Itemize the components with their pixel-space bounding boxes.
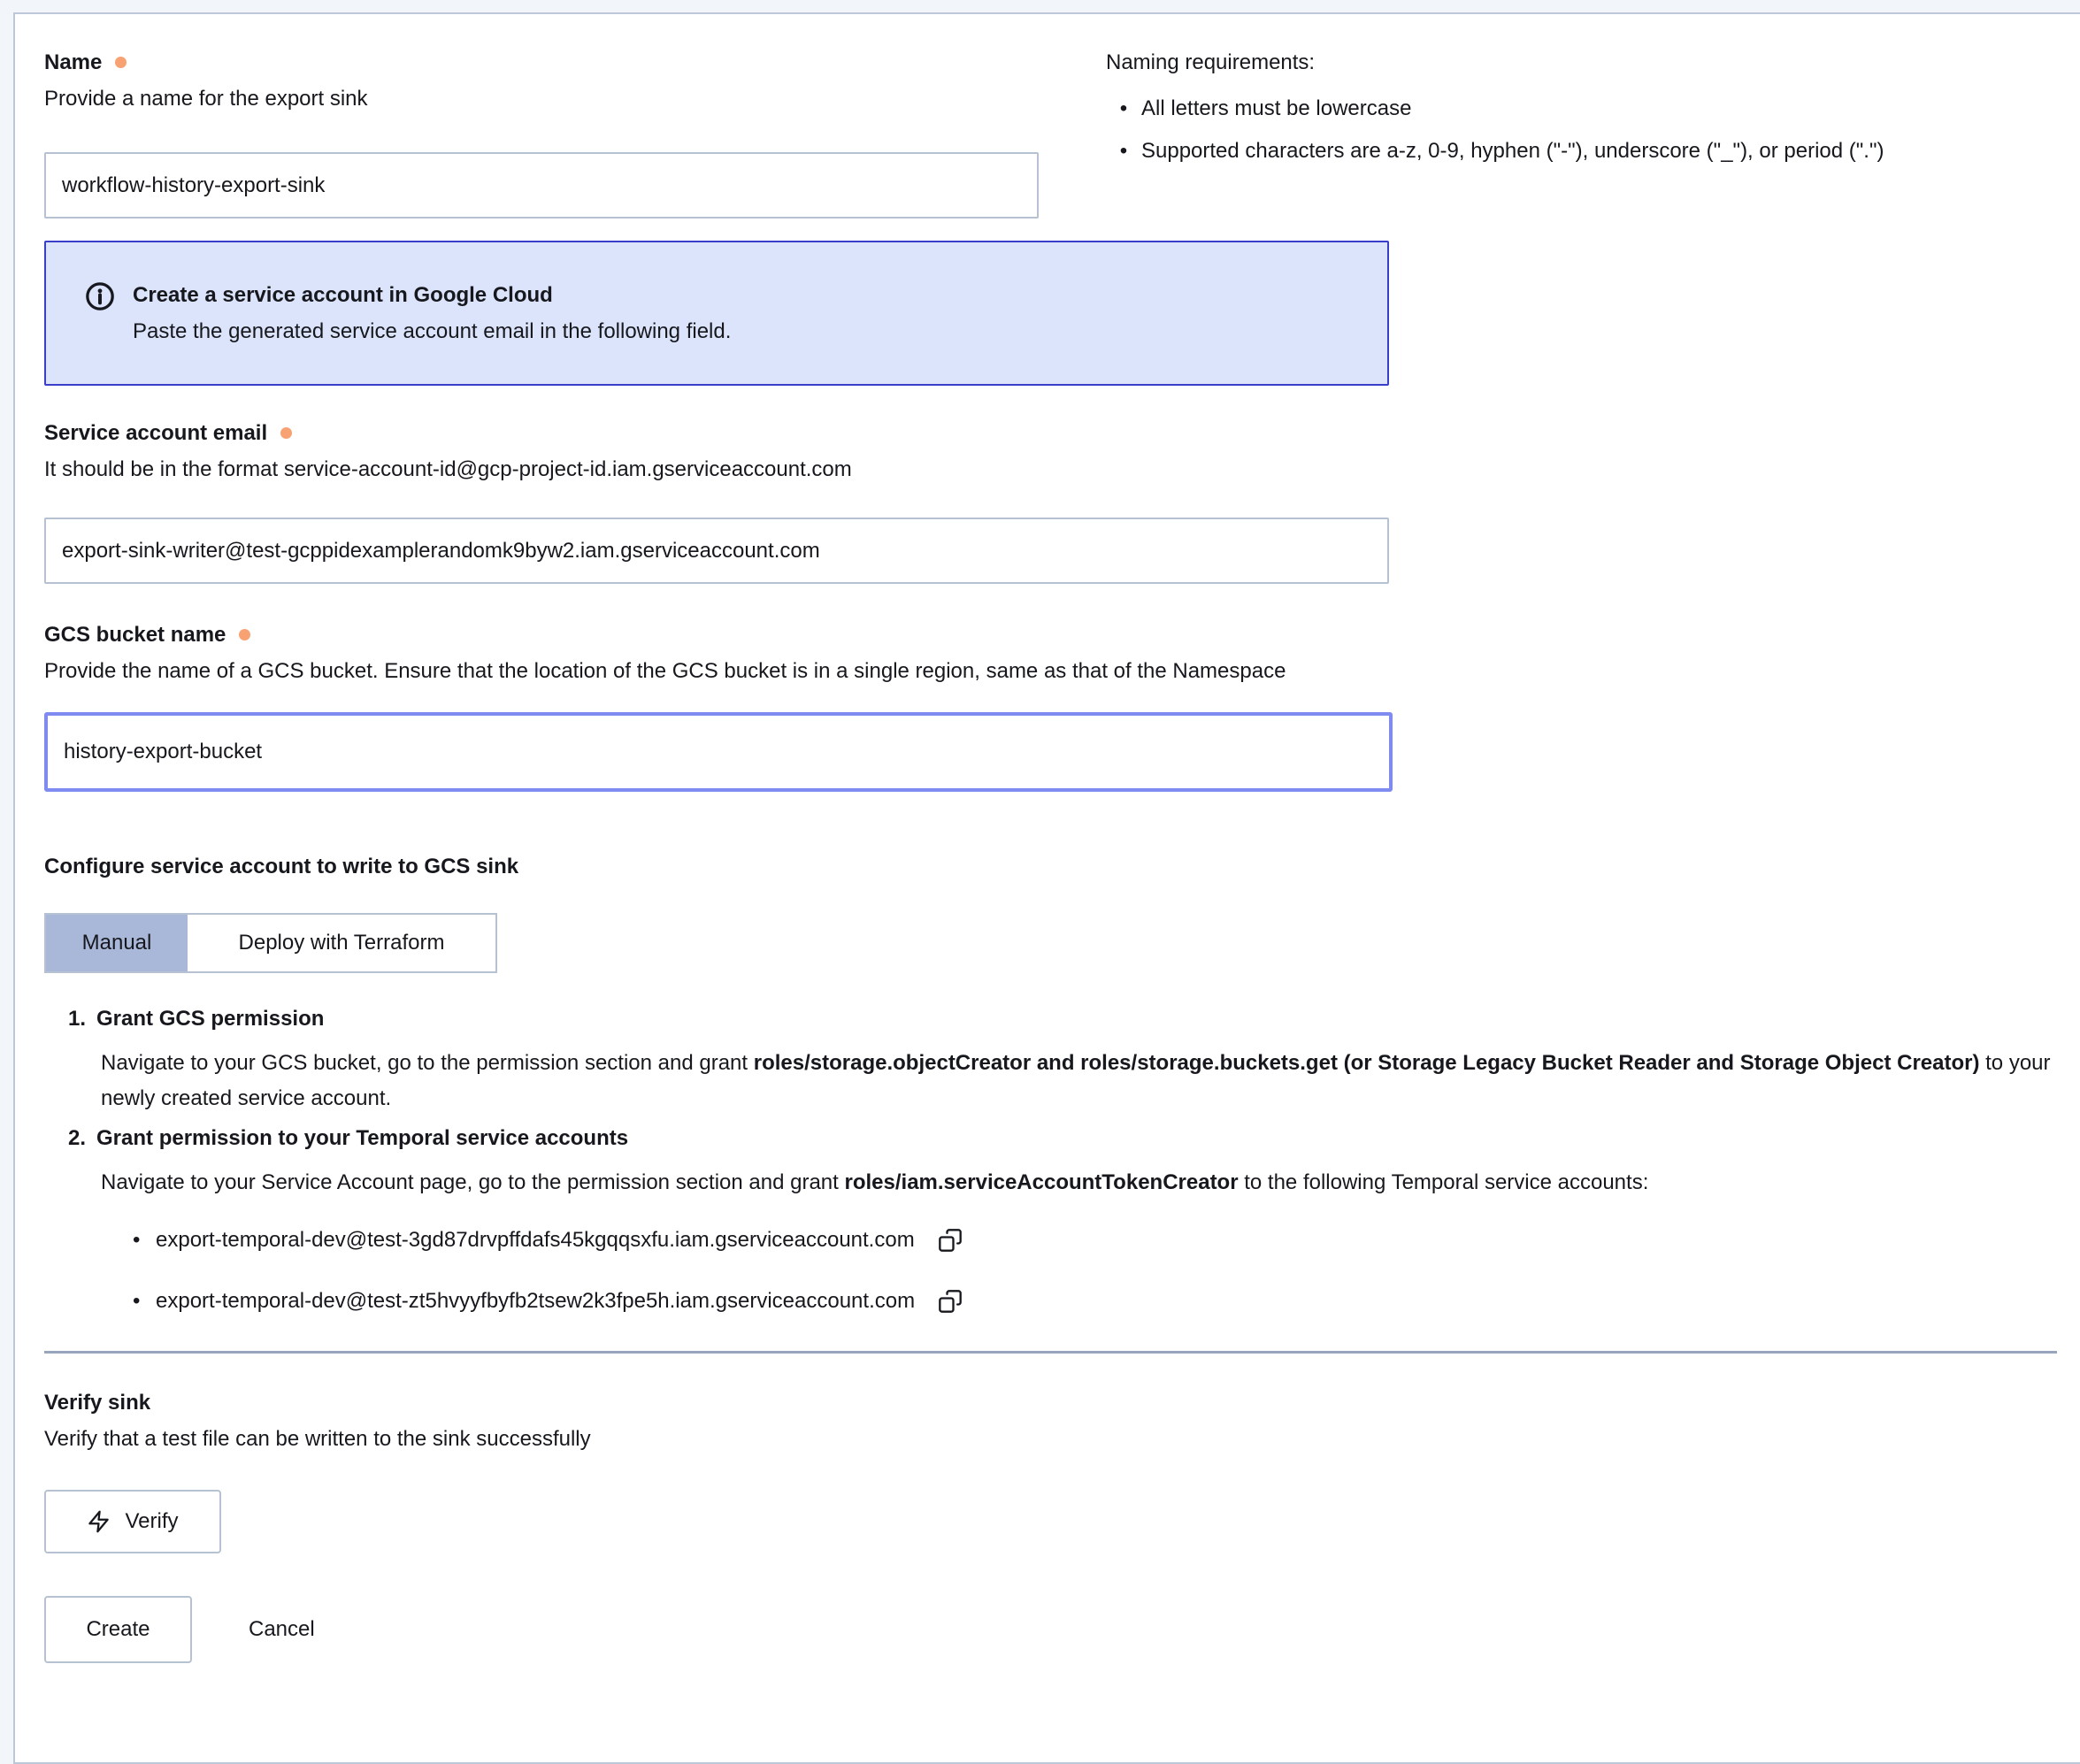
- configure-section-heading: Configure service account to write to GCS sink: [44, 855, 519, 878]
- list-item: [133, 1284, 2080, 1319]
- service-account-field-group: [44, 418, 2080, 584]
- tab-terraform-label: Deploy with Terraform: [238, 931, 445, 955]
- step-1-title: Grant GCS permission: [96, 1007, 325, 1031]
- service-account-description: It should be in the format service-account-id@gcp-project-id.iam.gserviceaccount.com: [44, 457, 852, 481]
- bucket-label: GCS bucket name: [44, 623, 226, 647]
- list-item: [133, 1223, 2080, 1258]
- tab-manual[interactable]: [46, 915, 188, 971]
- service-account-label-row: [44, 418, 2080, 449]
- naming-requirement-text: Supported characters are a-z, 0-9, hyphen ("-"), underscore ("_"), or period ("."): [1141, 139, 1884, 163]
- name-label: Name: [44, 50, 103, 74]
- step-2-instructions: [101, 1165, 2061, 1200]
- list-item: [1106, 88, 1884, 130]
- naming-requirements-list: [1106, 88, 1884, 173]
- verify-button[interactable]: [44, 1490, 221, 1553]
- step-2-number: 2.: [68, 1126, 87, 1150]
- copy-button[interactable]: [938, 1288, 963, 1315]
- verify-sink-description: Verify that a test file can be written to the sink successfully: [44, 1427, 591, 1451]
- tab-deploy-with-terraform[interactable]: [188, 915, 495, 971]
- section-divider: [44, 1351, 2057, 1354]
- configure-tabs: [44, 913, 497, 973]
- name-input[interactable]: [44, 152, 1039, 219]
- service-account-label: Service account email: [44, 421, 268, 445]
- bullet-icon: •: [133, 1289, 141, 1313]
- info-banner-title: Create a service account in Google Cloud: [133, 283, 553, 307]
- service-account-email-input[interactable]: [44, 518, 1389, 584]
- step-1-title-row: [68, 1003, 2080, 1035]
- copy-icon: [938, 1288, 963, 1315]
- verify-button-label: Verify: [125, 1509, 179, 1533]
- bucket-description: Provide the name of a GCS bucket. Ensure that the location of the GCS bucket is in a single region, same as that of the Namespace: [44, 659, 1286, 683]
- step-1-roles: roles/storage.objectCreator and roles/storage.buckets.get (or Storage Legacy Bucket Reader and Storage Object Creator): [753, 1051, 1980, 1075]
- naming-requirements: [1106, 47, 1884, 219]
- step-2-text: Navigate to your Service Account page, go to the permission section and grant: [101, 1170, 845, 1194]
- tab-manual-label: Manual: [81, 931, 152, 955]
- naming-requirements-title: Naming requirements:: [1106, 50, 1316, 74]
- copy-icon: [938, 1227, 963, 1254]
- bucket-field-group: [44, 619, 2080, 792]
- temporal-service-account-email: export-temporal-dev@test-3gd87drvpffdafs45kgqqsxfu.iam.gserviceaccount.com: [156, 1228, 915, 1252]
- bullet-icon: •: [1119, 96, 1128, 120]
- name-description: Provide a name for the export sink: [44, 87, 368, 111]
- info-circle-icon: [85, 281, 115, 311]
- required-dot-icon: [280, 427, 292, 439]
- bucket-label-row: [44, 619, 2080, 651]
- step-2-title: Grant permission to your Temporal service accounts: [96, 1126, 629, 1150]
- create-button-label: Create: [86, 1617, 150, 1641]
- step-2-text-end: to the following Temporal service accounts:: [1238, 1170, 1649, 1194]
- name-label-row: [44, 47, 1063, 79]
- export-sink-form-panel: [13, 12, 2080, 1764]
- list-item: [1106, 130, 1884, 173]
- step-1-text-end: to your newly created service account.: [101, 1051, 2051, 1110]
- bullet-icon: •: [1119, 139, 1128, 163]
- step-1-text: Navigate to your GCS bucket, go to the permission section and grant: [101, 1051, 754, 1075]
- info-banner-text: [133, 280, 731, 384]
- zap-icon: [87, 1508, 111, 1535]
- copy-button[interactable]: [938, 1227, 963, 1254]
- required-dot-icon: [239, 629, 250, 640]
- cancel-button-label: Cancel: [249, 1617, 315, 1641]
- info-banner: [44, 241, 1389, 386]
- required-dot-icon: [115, 57, 127, 68]
- step-1-number: 1.: [68, 1007, 87, 1031]
- step-1-instructions: [101, 1046, 2061, 1116]
- step-2-role: roles/iam.serviceAccountTokenCreator: [844, 1170, 1239, 1194]
- info-banner-description: Paste the generated service account email in the following field.: [133, 319, 732, 343]
- bullet-icon: •: [133, 1228, 141, 1252]
- temporal-service-account-email: export-temporal-dev@test-zt5hvyyfbyfb2tsew2k3fpe5h.iam.gserviceaccount.com: [156, 1289, 916, 1313]
- create-button[interactable]: [44, 1596, 192, 1663]
- name-section: [44, 47, 2080, 219]
- form-actions: [44, 1596, 2080, 1663]
- bucket-name-input[interactable]: [44, 712, 1393, 792]
- naming-requirement-text: All letters must be lowercase: [1141, 96, 1412, 120]
- step-2-title-row: [68, 1123, 2080, 1154]
- verify-sink-heading: Verify sink: [44, 1391, 151, 1415]
- name-field-group: [44, 47, 1063, 219]
